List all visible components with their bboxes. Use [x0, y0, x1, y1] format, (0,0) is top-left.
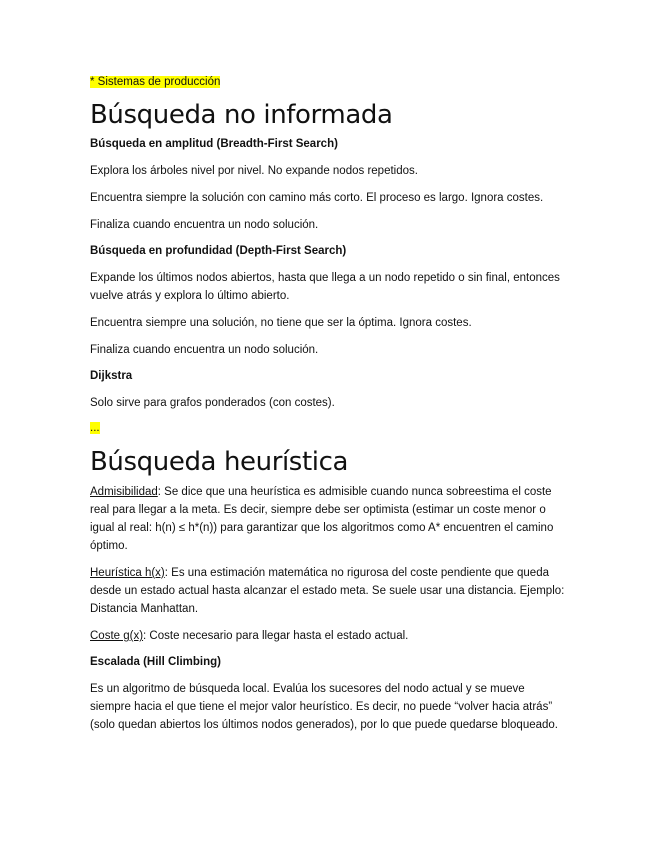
admissibility-paragraph — [90, 483, 565, 555]
bfs-paragraph-1: Explora los árboles nivel por nivel. No expande nodos repetidos. — [90, 165, 418, 177]
cost-term: Coste g(x) — [90, 630, 144, 642]
highlighted-ellipsis: ... — [90, 422, 100, 434]
document-page — [90, 75, 565, 743]
admissibility-text: : Se dice que una heurística es admisible cuando nunca sobreestima el coste real para llegar a la meta. Es decir, siempre debe ser optimista (estimar un coste menor o igual al real: h(n) ≤ h*(n)) para garantizar que los algoritmos como A* encuentren el camino óptimo. — [90, 486, 554, 552]
subheading-bfs: Búsqueda en amplitud (Breadth-First Search) — [90, 138, 338, 150]
dfs-paragraph-1: Expande los últimos nodos abiertos, hasta que llega a un nodo repetido o sin final, entonces vuelve atrás y explora lo último abierto. — [90, 272, 560, 302]
production-systems-note — [90, 75, 565, 90]
hill-climbing-paragraph: Es un algoritmo de búsqueda local. Evalúa los sucesores del nodo actual y se mueve siempre hacia el que tiene el mejor valor heurístico. Es decir, no puede “volver hacia atrás” (solo quedan abiertos los últimos nodos generados), por lo que puede quedarse bloqueado. — [90, 683, 558, 731]
bfs-paragraph-3: Finaliza cuando encuentra un nodo solución. — [90, 219, 319, 231]
heuristic-term: Heurística h(x) — [90, 567, 165, 579]
heading-heuristic-search: Búsqueda heurística — [90, 447, 348, 477]
subheading-hill-climbing: Escalada (Hill Climbing) — [90, 656, 221, 668]
admissibility-term: Admisibilidad — [90, 486, 158, 498]
dfs-paragraph-2: Encuentra siempre una solución, no tiene que ser la óptima. Ignora costes. — [90, 317, 472, 329]
bfs-paragraph-2: Encuentra siempre la solución con camino más corto. El proceso es largo. Ignora costes. — [90, 192, 544, 204]
heading-uninformed-search: Búsqueda no informada — [90, 100, 393, 130]
heuristic-paragraph — [90, 564, 565, 618]
dijkstra-paragraph-1: Solo sirve para grafos ponderados (con costes). — [90, 397, 335, 409]
highlighted-note-text: * Sistemas de producción — [90, 76, 221, 88]
ellipsis-line — [90, 421, 565, 435]
cost-text: : Coste necesario para llegar hasta el estado actual. — [143, 630, 409, 642]
cost-paragraph — [90, 627, 565, 645]
dfs-paragraph-3: Finaliza cuando encuentra un nodo solución. — [90, 344, 319, 356]
subheading-dfs: Búsqueda en profundidad (Depth-First Search) — [90, 245, 347, 257]
subheading-dijkstra: Dijkstra — [90, 370, 133, 382]
heuristic-text: : Es una estimación matemática no rigurosa del coste pendiente que queda desde un estado actual hasta alcanzar el estado meta. Se suele usar una distancia. Ejemplo: Distancia Manhattan. — [90, 567, 565, 615]
